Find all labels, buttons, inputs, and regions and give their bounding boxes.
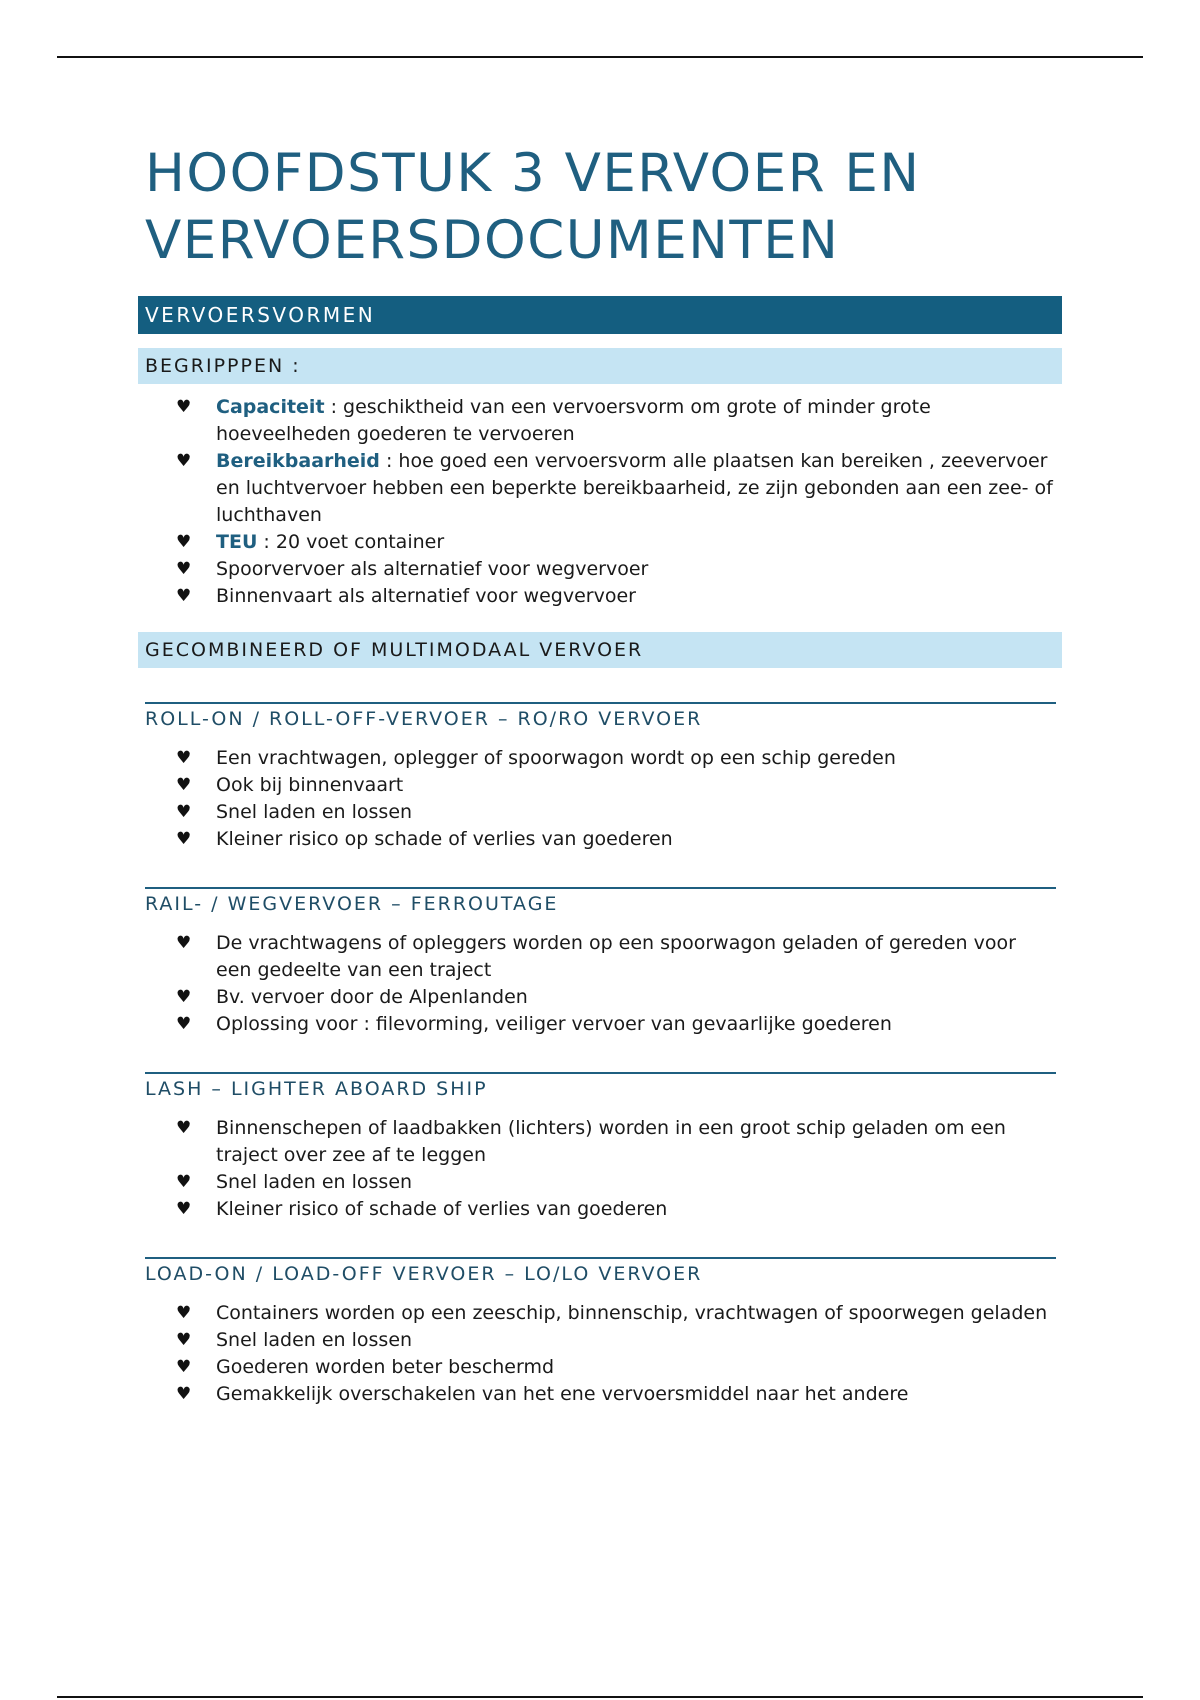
list-item-text: Spoorvervoer als alternatief voor wegvervoer — [216, 558, 649, 580]
list-item — [138, 583, 1062, 610]
list-item-text: Kleiner risico op schade of verlies van goederen — [216, 828, 673, 850]
list-item-text: Kleiner risico of schade of verlies van goederen — [216, 1198, 668, 1220]
list-item-text: Binnenschepen of laadbakken (lichters) worden in een groot schip geladen om een traject over zee af te leggen — [216, 1117, 1006, 1166]
begrippen-list — [138, 394, 1062, 610]
list-item-text: Gemakkelijk overschakelen van het ene vervoersmiddel naar het andere — [216, 1383, 909, 1405]
subsection-heading-ferroutage: RAIL- / WEGVERVOER – FERROUTAGE — [145, 887, 1056, 916]
list-item — [138, 448, 1062, 529]
heart-bullet-icon: ♥ — [176, 802, 192, 822]
list-item — [138, 772, 1062, 799]
heart-bullet-icon: ♥ — [176, 1014, 192, 1034]
lolo-list — [138, 1300, 1062, 1408]
list-item — [138, 799, 1062, 826]
heart-bullet-icon: ♥ — [176, 1172, 192, 1192]
list-item-text: Snel laden en lossen — [216, 1329, 413, 1351]
heart-bullet-icon: ♥ — [176, 775, 192, 795]
list-item — [138, 826, 1062, 853]
list-item — [138, 1354, 1062, 1381]
heart-bullet-icon: ♥ — [176, 1357, 192, 1377]
heart-bullet-icon: ♥ — [176, 987, 192, 1007]
term-label: Capaciteit — [216, 396, 325, 418]
list-item-text: Binnenvaart als alternatief voor wegvervoer — [216, 585, 636, 607]
roro-list — [138, 745, 1062, 853]
section-heading-vervoersvormen: VERVOERSVORMEN — [138, 296, 1062, 334]
heart-bullet-icon: ♥ — [176, 559, 192, 579]
heart-bullet-icon: ♥ — [176, 748, 192, 768]
list-item — [138, 1169, 1062, 1196]
list-item — [138, 1011, 1062, 1038]
page-bottom-rule — [57, 1696, 1143, 1698]
list-item-text: Containers worden op een zeeschip, binnenschip, vrachtwagen of spoorwegen geladen — [216, 1302, 1048, 1324]
heart-bullet-icon: ♥ — [176, 1199, 192, 1219]
heart-bullet-icon: ♥ — [176, 451, 192, 471]
list-item-text: De vrachtwagens of opleggers worden op een spoorwagon geladen of gereden voor een gedeelte van een traject — [216, 932, 1016, 981]
subheading-begrippen: BEGRIPPPEN : — [138, 348, 1062, 384]
subheading-multimodaal: GECOMBINEERD OF MULTIMODAAL VERVOER — [138, 632, 1062, 668]
list-item — [138, 984, 1062, 1011]
list-item — [138, 556, 1062, 583]
heart-bullet-icon: ♥ — [176, 933, 192, 953]
heart-bullet-icon: ♥ — [176, 397, 192, 417]
ferroutage-list — [138, 930, 1062, 1038]
subsection-heading-lolo: LOAD-ON / LOAD-OFF VERVOER – LO/LO VERVOER — [145, 1257, 1056, 1286]
term-label: TEU — [216, 531, 258, 553]
list-item — [138, 394, 1062, 448]
list-item — [138, 930, 1062, 984]
term-definition: : geschiktheid van een vervoersvorm om grote of minder grote hoeveelheden goederen te vervoeren — [216, 396, 931, 445]
page-title: HOOFDSTUK 3 VERVOER EN VERVOERSDOCUMENTEN — [145, 143, 921, 271]
list-item-text: Goederen worden beter beschermd — [216, 1356, 555, 1378]
list-item — [138, 1381, 1062, 1408]
list-item — [138, 529, 1062, 556]
list-item-text: Ook bij binnenvaart — [216, 774, 404, 796]
heart-bullet-icon: ♥ — [176, 586, 192, 606]
heart-bullet-icon: ♥ — [176, 829, 192, 849]
heart-bullet-icon: ♥ — [176, 1303, 192, 1323]
list-item — [138, 745, 1062, 772]
document-body — [138, 140, 1062, 1408]
list-item-text: Bv. vervoer door de Alpenlanden — [216, 986, 528, 1008]
term-definition: : 20 voet container — [257, 531, 445, 553]
term-label: Bereikbaarheid — [216, 450, 380, 472]
list-item — [138, 1196, 1062, 1223]
list-item — [138, 1300, 1062, 1327]
page-top-rule — [57, 56, 1143, 58]
heart-bullet-icon: ♥ — [176, 532, 192, 552]
list-item — [138, 1327, 1062, 1354]
list-item-text: Snel laden en lossen — [216, 801, 413, 823]
heart-bullet-icon: ♥ — [176, 1384, 192, 1404]
heart-bullet-icon: ♥ — [176, 1118, 192, 1138]
lash-list — [138, 1115, 1062, 1223]
subsection-heading-lash: LASH – LIGHTER ABOARD SHIP — [145, 1072, 1056, 1101]
list-item — [138, 1115, 1062, 1169]
list-item-text: Oplossing voor : filevorming, veiliger vervoer van gevaarlijke goederen — [216, 1013, 892, 1035]
list-item-text: Snel laden en lossen — [216, 1171, 413, 1193]
list-item-text: Een vrachtwagen, oplegger of spoorwagon wordt op een schip gereden — [216, 747, 896, 769]
term-definition: : hoe goed een vervoersvorm alle plaatsen kan bereiken , zeevervoer en luchtvervoer hebben een beperkte bereikbaarheid, ze zijn gebonden aan een zee- of luchthaven — [216, 450, 1053, 526]
heart-bullet-icon: ♥ — [176, 1330, 192, 1350]
subsection-heading-roro: ROLL-ON / ROLL-OFF-VERVOER – RO/RO VERVOER — [145, 702, 1056, 731]
